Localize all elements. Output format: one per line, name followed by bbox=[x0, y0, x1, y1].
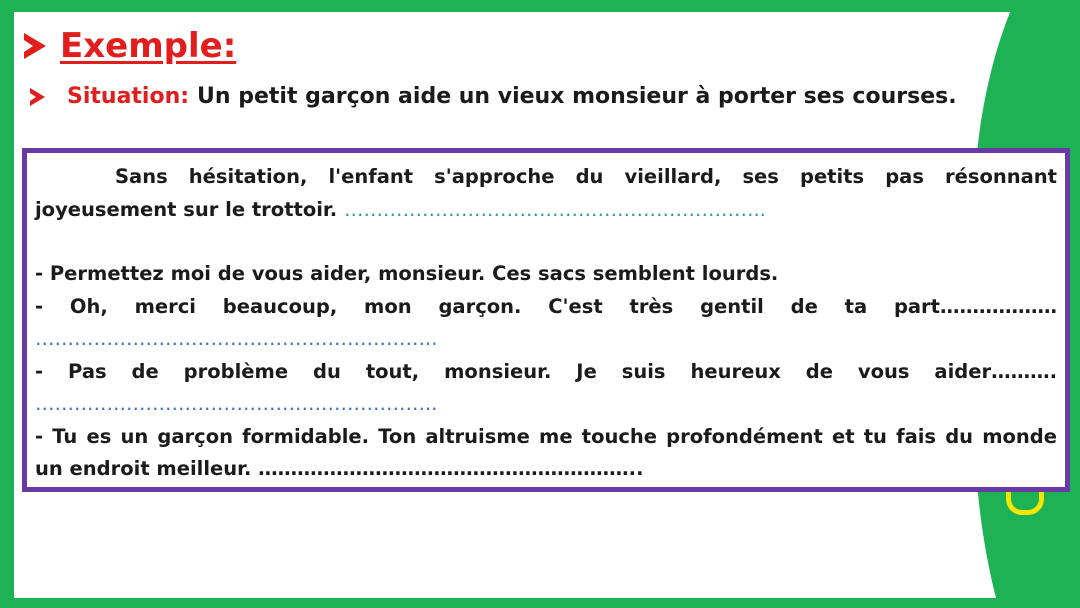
dialog-line-end: un endroit meilleur. ………………………………………………….. bbox=[35, 457, 644, 480]
situation-text: Un petit garçon aide un vieux monsieur à porter ses courses. bbox=[197, 84, 957, 109]
blank-line bbox=[35, 226, 1057, 258]
dialog-line: - Pas de problème du tout, monsieur. Je suis heureux de vous aider………. bbox=[35, 359, 1057, 383]
dialog-box bbox=[22, 148, 1070, 492]
dialog-line: - Oh, merci beaucoup, mon garçon. C'est très gentil de ta part……………… bbox=[35, 294, 1057, 318]
heading bbox=[24, 26, 236, 66]
arrow-bullet-icon bbox=[30, 88, 45, 106]
dialog-line: - Permettez moi de vous aider, monsieur. Ces sacs semblent lourds. bbox=[35, 262, 779, 285]
situation-line bbox=[30, 84, 957, 109]
heading-title: Exemple: bbox=[60, 26, 237, 66]
fill-in-dots: ……………………………………………………….. bbox=[343, 197, 766, 221]
arrow-bullet-icon bbox=[24, 33, 46, 59]
narration-paragraph bbox=[35, 161, 1057, 226]
fill-in-dots: …………………………………………………….. bbox=[35, 327, 438, 350]
fill-in-dots: …………………………………………………….. bbox=[35, 392, 438, 415]
narration-text: Sans hésitation, l'enfant s'approche du vieillard, ses petits pas résonnant joyeusement sur le trottoir. bbox=[35, 165, 1057, 221]
dialog-line: - Tu es un garçon formidable. Ton altruisme me touche profondément et tu fais du monde bbox=[35, 424, 1057, 448]
situation-label: Situation: bbox=[67, 84, 190, 109]
